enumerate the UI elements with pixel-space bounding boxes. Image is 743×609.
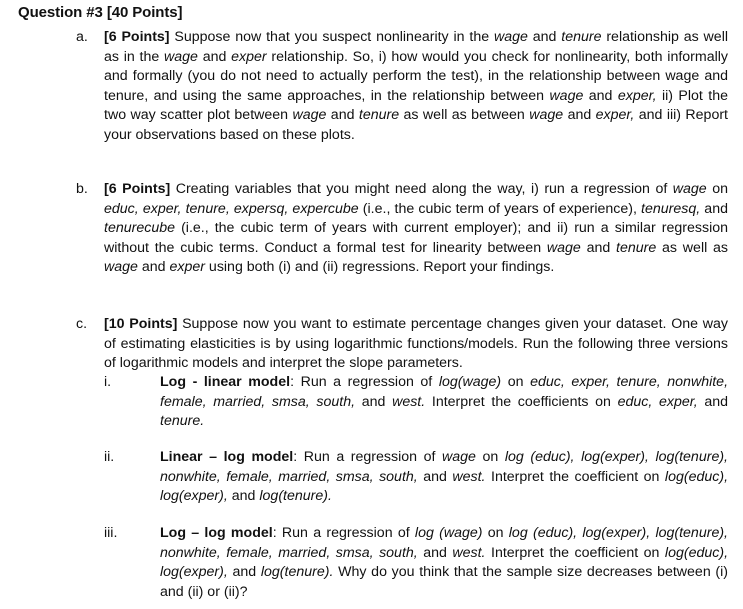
text-run: on [482, 525, 509, 541]
text-run: as well as [656, 239, 729, 256]
subpart-iii-model: Log – log model [160, 525, 273, 541]
italic-term: west. [392, 393, 426, 410]
text-run: and [326, 107, 359, 124]
part-a-text [104, 28, 728, 146]
text-run: (i.e., the cubic term of years of experience), [358, 200, 642, 217]
italic-term: wage [672, 181, 707, 197]
italic-term: educ, exper, tenure, expersq, expercube [104, 200, 359, 217]
part-b-body [104, 181, 728, 275]
text-run: Suppose now you want to estimate percentage changes given your dataset. One way of estimating elasticities is by using logarithmic functions/models. Run the following three versions of logarithmic models and interpret the slope parameters. [104, 316, 728, 372]
italic-term: tenurecube [104, 220, 175, 237]
text-run: on [475, 449, 505, 465]
italic-term: educ, exper, tenure, nonwhite, female, married, smsa, south, [160, 374, 729, 410]
text-run: and [697, 393, 728, 410]
subpart-iii-text [160, 524, 728, 602]
text-run: on [501, 374, 531, 390]
italic-term: log (wage) [414, 525, 483, 541]
subpart-iii-marker: iii. [104, 525, 118, 541]
italic-term: log (educ), log(exper), log(tenure), nonwhite, female, married, smsa, south, [160, 449, 728, 485]
italic-term: log(tenure). [260, 564, 334, 581]
italic-term: exper [169, 259, 205, 276]
text-run: and [417, 468, 453, 485]
italic-term: educ, exper, [617, 393, 698, 410]
text-run: ii) Plot the two way scatter plot between [104, 87, 728, 124]
italic-term: west. [452, 544, 486, 561]
text-run: Interpret the coefficient on [485, 468, 665, 485]
italic-term: log(tenure). [259, 488, 332, 505]
text-run: and [563, 107, 596, 124]
part-a-points: [6 Points] [104, 29, 170, 45]
italic-term: wage [549, 87, 584, 104]
italic-term: wage [529, 107, 564, 124]
text-run: : Run a regression of [272, 525, 415, 541]
part-b-points: [6 Points] [104, 181, 171, 197]
text-run: relationship as well as in the [104, 29, 729, 65]
text-run: : Run a regression of [290, 374, 439, 390]
text-run: (i.e., the cubic term of years with current employer); and ii) run a similar regression without the cubic terms. Conduct a formal test for linearity between [104, 220, 728, 256]
part-b-marker: b. [76, 181, 88, 197]
text-run: relationship. So, i) how would you check for nonlinearity, both informally and formally (you do not need to actually perform the test), in the relationship between wage and tenure, and using the same approaches, in the relationship between [104, 48, 728, 104]
subpart-i-text [160, 373, 728, 432]
part-c-points: [10 Points] [104, 316, 178, 332]
text-run: and [583, 87, 618, 104]
italic-term: exper [231, 48, 267, 65]
part-c-marker: c. [76, 316, 88, 332]
text-run: and [137, 259, 170, 276]
text-run: and [355, 393, 393, 410]
text-run: Suppose now that you suspect nonlinearity in the [169, 29, 494, 45]
subpart-ii-text [160, 448, 728, 507]
italic-term: tenure [358, 107, 400, 124]
italic-term: wage [292, 107, 327, 124]
subpart-i-model: Log - linear model [160, 374, 291, 390]
italic-term: exper, [595, 107, 635, 124]
text-run: and [527, 29, 562, 45]
text-run: and [700, 200, 728, 217]
text-run: as well as between [399, 107, 530, 124]
text-run: on [706, 181, 728, 197]
text-run: and [417, 544, 453, 561]
italic-term: log(wage) [438, 374, 502, 390]
question-title: Question #3 [40 Points] [18, 4, 183, 21]
part-c-body [104, 316, 728, 371]
subpart-i-marker: i. [104, 374, 112, 390]
text-run: and [197, 48, 232, 65]
italic-term: tenure [561, 29, 602, 45]
italic-term: log(educ), log(exper), [160, 544, 729, 581]
text-run: : Run a regression of [293, 449, 442, 465]
italic-term: wage [493, 29, 528, 45]
italic-term: tenure. [160, 413, 205, 430]
text-run: Why do you think that the sample size decreases between (i) and (ii) or (ii)? [160, 564, 728, 600]
italic-term: log(educ), log(exper), [160, 468, 729, 505]
subpart-ii-model: Linear – log model [160, 449, 294, 465]
italic-term: wage [546, 239, 581, 256]
italic-term: wage [442, 449, 476, 465]
text-run: and iii) Report your observations based on these plots. [104, 107, 729, 143]
italic-term: wage [104, 259, 138, 276]
text-run: Interpret the coefficients on [425, 393, 618, 410]
italic-term: west. [452, 468, 486, 485]
text-run: and [580, 239, 617, 256]
text-run: and [227, 564, 261, 581]
part-c-text [104, 315, 728, 374]
italic-term: log (educ), log(exper), log(tenure), nonwhite, female, married, smsa, south, [160, 525, 728, 561]
part-a-marker: a. [76, 29, 88, 45]
part-b-text [104, 180, 728, 278]
text-run: Interpret the coefficient on [485, 544, 665, 561]
text-run: and [227, 488, 260, 505]
text-run: Creating variables that you might need along the way, i) run a regression of [170, 181, 673, 197]
part-a-body [104, 29, 728, 143]
subpart-ii-marker: ii. [104, 449, 115, 465]
italic-term: tenuresq, [641, 200, 701, 217]
italic-term: tenure [616, 239, 657, 256]
text-run: using both (i) and (ii) regressions. Report your findings. [204, 259, 555, 276]
italic-term: wage [164, 48, 198, 65]
italic-term: exper, [617, 87, 657, 104]
